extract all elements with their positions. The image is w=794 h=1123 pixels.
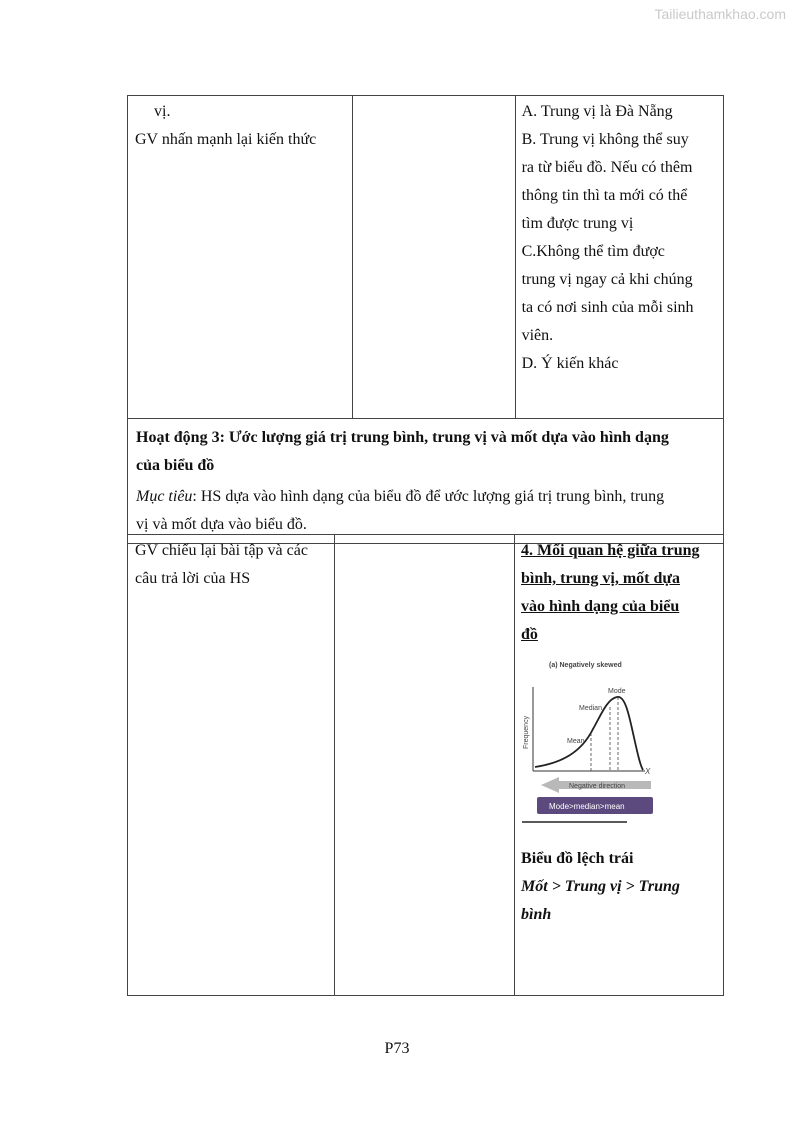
activity-title: Hoạt động 3: Ước lượng giá trị trung bình, trung vị và mốt dựa vào hình dạng [136,429,669,446]
answer-b: B. Trung vị không thể suy [521,131,689,148]
chart-name: Biểu đồ lệch trái [521,850,634,867]
skewed-distribution-figure [521,657,711,835]
section-title-cont: vào hình dạng của biểu [521,598,680,615]
median-label: Median [579,705,602,712]
table-row [128,535,724,996]
text-line: vị. [154,103,171,120]
text-line: GV chiếu lại bài tập và các [135,542,308,559]
y-axis-label: Frequency [523,715,531,749]
text-line: trung vị ngay cả khi chúng [521,271,693,288]
direction-label: Negative direction [569,783,626,790]
answer-a: A. Trung vị là Đà Nẵng [521,103,673,120]
row3-col2 [335,535,515,996]
section-title: 4. Mối quan hệ giữa trung [521,542,700,559]
table-row [128,96,724,419]
row3-col1 [128,535,335,996]
text-line: câu trả lời của HS [135,570,251,587]
text-line: ta có nơi sinh của mỗi sinh [521,299,694,316]
activity-title-cont: của biểu đồ [136,457,215,474]
answer-c: C.Không thể tìm được [521,243,665,260]
mode-label: Mode [608,688,626,695]
table-top [127,95,724,544]
row1-col2 [353,96,515,419]
activity-cell [128,419,724,544]
section-title-cont: đồ [521,626,538,643]
text-line: viên. [521,327,554,344]
page-number: P73 [384,1040,410,1057]
text-line: GV nhấn mạnh lại kiến thức [135,131,317,148]
mean-label: Mean [567,738,585,745]
relation-banner-label: Mode>median>mean [549,802,625,811]
text-line: ra từ biểu đồ. Nếu có thêm [521,159,693,176]
goal-label: Mục tiêu [136,488,193,505]
row3-col3 [515,535,724,996]
x-axis-label: X [645,767,651,776]
goal-text-cont: vị và mốt dựa vào biểu đồ. [136,516,307,533]
text-line: tìm được trung vị [521,215,634,232]
answer-d: D. Ý kiến khác [521,355,619,372]
goal-text: : HS dựa vào hình dạng của biểu đồ để ước lượng giá trị trung bình, trung [192,488,665,505]
relation-text-cont: bình [521,906,552,923]
row1-col3 [515,96,723,419]
table-bottom [127,534,724,996]
relation-text: Mốt > Trung vị > Trung [521,878,680,895]
watermark: Tailieuthamkhao.com [654,6,786,22]
figure-title: (a) Negatively skewed [549,662,622,669]
activity-goal [136,483,715,511]
table-row [128,419,724,544]
text-line: thông tin thì ta mới có thể [521,187,688,204]
row1-col1 [128,96,353,419]
section-title-cont: bình, trung vị, mốt dựa [521,570,680,587]
skew-diagram [521,657,711,825]
